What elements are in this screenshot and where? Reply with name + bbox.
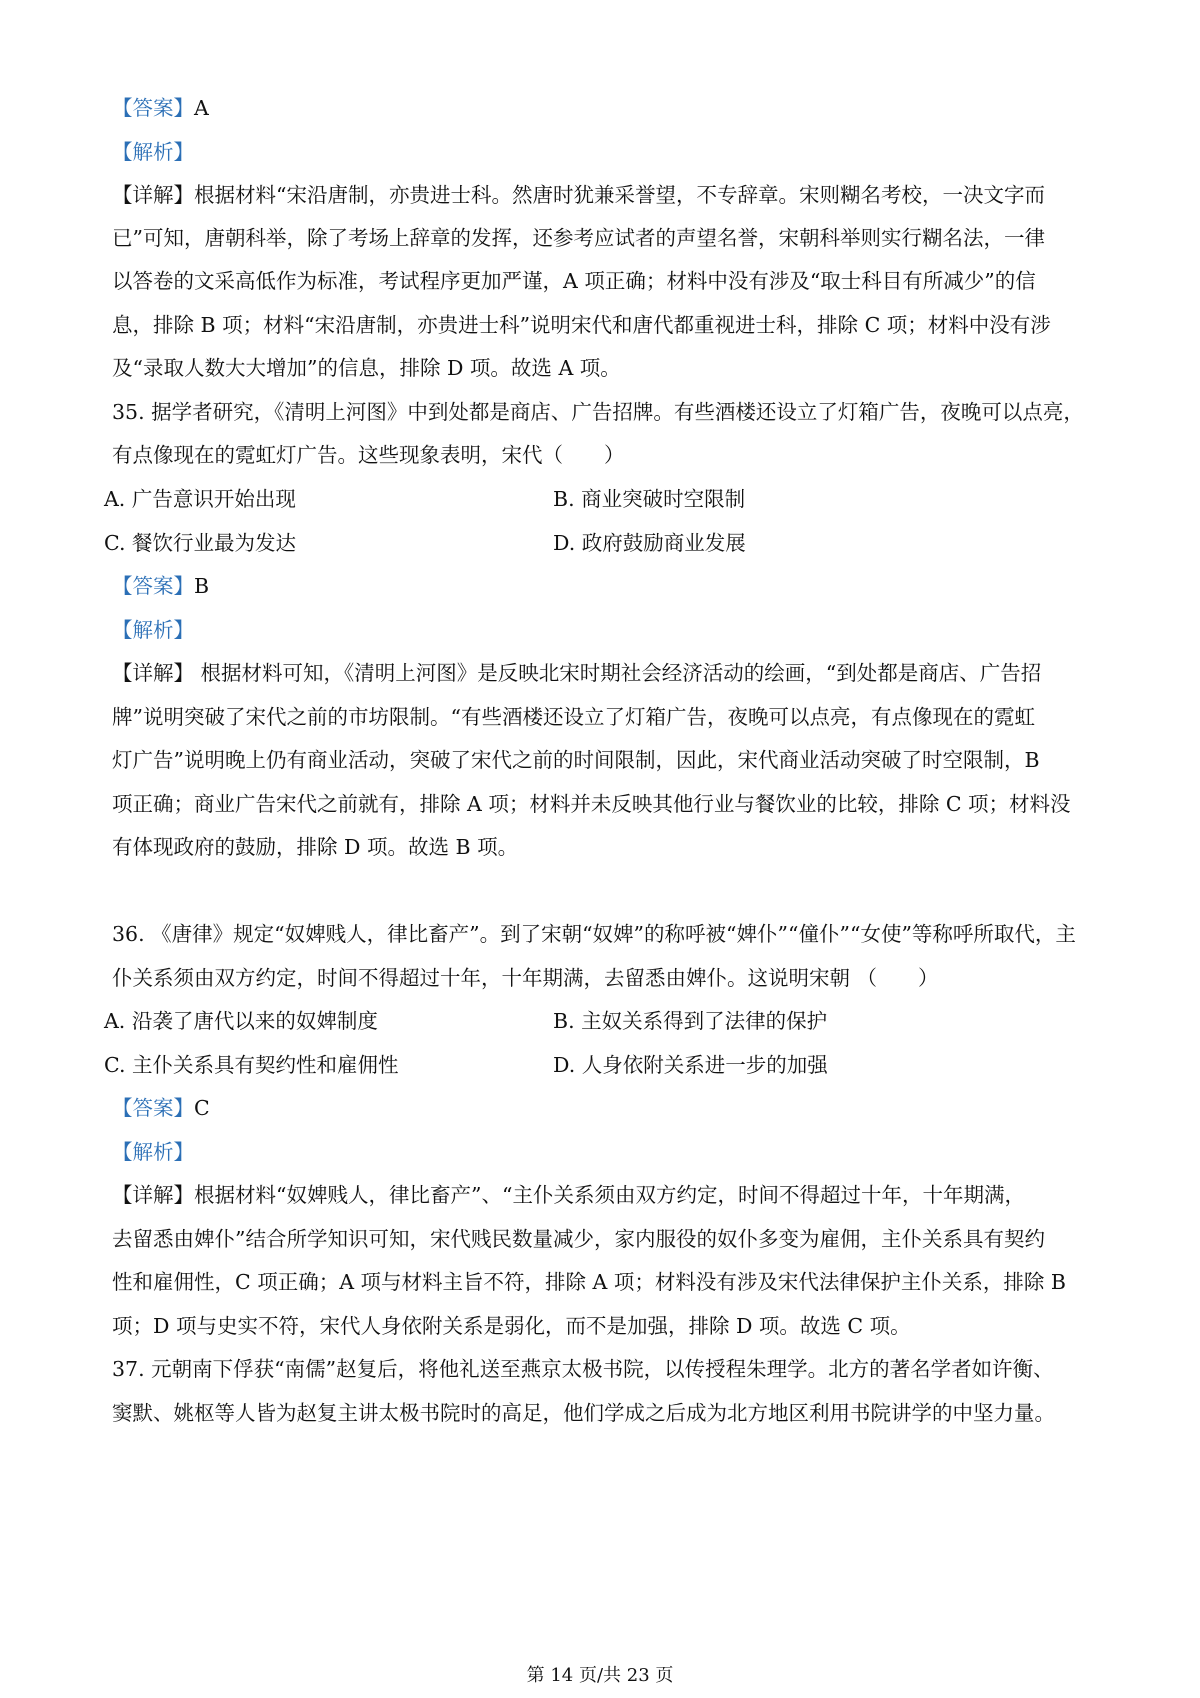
- option-b: B. 主奴关系得到了法律的保护: [553, 1009, 828, 1033]
- analysis-line: [112, 137, 1112, 167]
- analysis-tag: 【解析】: [112, 618, 194, 642]
- page-number: 第 14 页/共 23 页: [526, 1665, 674, 1686]
- detail-text: 根据材料“奴婢贱人，律比畜产”、“主仆关系须由双方约定，时间不得超过十年，十年期满，: [194, 1183, 1025, 1207]
- detail-line: 有体现政府的鼓励，排除 D 项。故选 B 项。: [112, 835, 519, 859]
- detail-line: 性和雇佣性，C 项正确；A 项与材料主旨不符，排除 A 项；材料没有涉及宋代法律保护主仆关系，排除 B: [112, 1270, 1066, 1294]
- option-d: D. 政府鼓励商业发展: [553, 531, 746, 555]
- question-stem-line: 窦默、姚枢等人皆为赵复主讲太极书院时的高足，他们学成之后成为北方地区利用书院讲学的中坚力量。: [112, 1401, 1055, 1425]
- answer-tag: 【答案】: [112, 96, 194, 120]
- option-b: B. 商业突破时空限制: [553, 487, 746, 511]
- detail-line: 息，排除 B 项；材料“宋沿唐制，亦贵进士科”说明宋代和唐代都重视进士科，排除 C 项；材料中没有涉: [112, 313, 1051, 337]
- answer-tag: 【答案】: [112, 574, 194, 598]
- detail-line: 项正确；商业广告宋代之前就有，排除 A 项；材料并未反映其他行业与餐饮业的比较，排除 C 项；材料没: [112, 792, 1071, 816]
- analysis-tag: 【解析】: [112, 1140, 194, 1164]
- option-a: A. 沿袭了唐代以来的奴婢制度: [104, 1009, 378, 1033]
- detail-line: 已”可知，唐朝科举，除了考场上辞章的发挥，还参考应试者的声望名誉，宋朝科举则实行糊名法，一律: [112, 226, 1045, 250]
- answer-tag: 【答案】: [112, 1096, 194, 1120]
- answer-value: C: [194, 1096, 210, 1120]
- detail-line: [112, 180, 1112, 210]
- answer-line: [112, 93, 1112, 123]
- detail-tag: 【详解】: [112, 661, 194, 685]
- detail-tag: 【详解】: [112, 1183, 194, 1207]
- option-d: D. 人身依附关系进一步的加强: [553, 1053, 828, 1077]
- detail-line: 以答卷的文采高低作为标准，考试程序更加严谨，A 项正确；材料中没有涉及“取士科目有所减少”的信: [112, 269, 1036, 293]
- answer-line: [112, 571, 1112, 601]
- question-stem-line: 36. 《唐律》规定“奴婢贱人，律比畜产”。到了宋朝“奴婢”的称呼被“婢仆”“僮仆”“女使”等称呼所取代，主: [112, 922, 1076, 946]
- option-c: C. 餐饮行业最为发达: [104, 531, 296, 555]
- answer-line: [112, 1093, 1112, 1123]
- question-stem-line: 有点像现在的霓虹灯广告。这些现象表明，宋代（ ）: [112, 443, 625, 467]
- analysis-line: [112, 1137, 1112, 1167]
- question-stem-line: 37. 元朝南下俘获“南儒”赵复后，将他礼送至燕京太极书院，以传授程朱理学。北方的著名学者如许衡、: [112, 1357, 1054, 1381]
- detail-text: 根据材料可知，《清明上河图》是反映北宋时期社会经济活动的绘画，“到处都是商店、广告招: [194, 661, 1042, 685]
- option-c: C. 主仆关系具有契约性和雇佣性: [104, 1053, 399, 1077]
- question-stem-line: 仆关系须由双方约定，时间不得超过十年，十年期满，去留悉由婢仆。这说明宋朝 （ ）: [112, 966, 939, 990]
- detail-line: [112, 658, 1112, 688]
- answer-value: B: [194, 574, 210, 598]
- detail-line: 项；D 项与史实不符，宋代人身依附关系是弱化，而不是加强，排除 D 项。故选 C 项。: [112, 1314, 911, 1338]
- detail-tag: 【详解】: [112, 183, 194, 207]
- analysis-line: [112, 615, 1112, 645]
- answer-value: A: [194, 96, 209, 120]
- detail-line: 去留悉由婢仆”结合所学知识可知，宋代贱民数量减少，家内服役的奴仆多变为雇佣，主仆关系具有契约: [112, 1227, 1045, 1251]
- question-stem-line: 35. 据学者研究，《清明上河图》中到处都是商店、广告招牌。有些酒楼还设立了灯箱广告，夜晚可以点亮，: [112, 400, 1084, 424]
- detail-line: 牌”说明突破了宋代之前的市坊限制。“有些酒楼还设立了灯箱广告，夜晚可以点亮，有点像现在的霓虹: [112, 705, 1035, 729]
- detail-line: [112, 1180, 1112, 1210]
- detail-line: 及“录取人数大大增加”的信息，排除 D 项。故选 A 项。: [112, 356, 621, 380]
- analysis-tag: 【解析】: [112, 140, 194, 164]
- detail-line: 灯广告”说明晚上仍有商业活动，突破了宋代之前的时间限制，因此，宋代商业活动突破了时空限制，B: [112, 748, 1040, 772]
- detail-text: 根据材料“宋沿唐制，亦贵进士科。然唐时犹兼采誉望，不专辞章。宋则糊名考校，一决文字而: [194, 183, 1045, 207]
- option-a: A. 广告意识开始出现: [104, 487, 296, 511]
